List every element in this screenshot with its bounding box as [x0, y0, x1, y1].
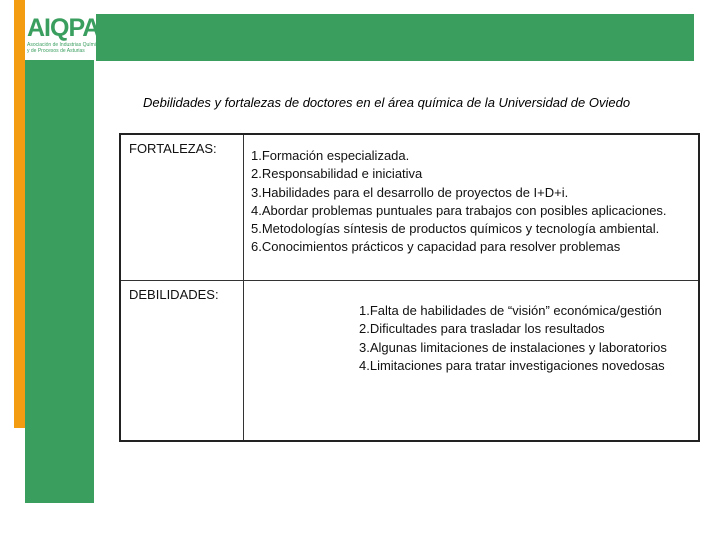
debilidades-label: DEBILIDADES:: [120, 281, 244, 442]
green-side-bar: [25, 60, 94, 503]
logo-text: AIQPA: [27, 14, 100, 42]
swot-table: [119, 133, 700, 442]
logo-subtitle: [27, 42, 104, 54]
orange-accent-bar: [14, 0, 25, 428]
fortalezas-label: FORTALEZAS:: [120, 134, 244, 281]
list-item: 3.Algunas limitaciones de instalaciones y laboratorios: [359, 339, 667, 355]
fortalezas-list: [244, 135, 698, 257]
logo-subtitle-line2: y de Procesos de Asturias: [27, 48, 85, 54]
list-item: 6.Conocimientos prácticos y capacidad para resolver problemas: [251, 239, 621, 255]
list-item: 2.Dificultades para trasladar los resultados: [359, 321, 605, 337]
aiqpa-logo: [25, 14, 104, 60]
fortalezas-row: [120, 134, 699, 281]
list-item: 3.Habilidades para el desarrollo de proyectos de I+D+i.: [251, 184, 569, 200]
list-item: 4.Limitaciones para tratar investigaciones novedosas: [359, 357, 665, 373]
debilidades-cell: [244, 281, 700, 442]
fortalezas-cell: [244, 134, 700, 281]
list-item: 4.Abordar problemas puntuales para trabajos con posibles aplicaciones.: [251, 202, 667, 218]
green-header-bar: [96, 14, 694, 61]
page-title: Debilidades y fortalezas de doctores en el área química de la Universidad de Oviedo: [143, 95, 631, 110]
list-item: 1.Formación especializada.: [251, 148, 410, 163]
list-item: 2.Responsabilidad e iniciativa: [251, 166, 423, 182]
debilidades-row: [120, 281, 699, 442]
list-item: 1.Falta de habilidades de “visión” económica/gestión: [359, 303, 662, 318]
logo-subtitle-line1: Asociación de Industrias Químicas: [27, 42, 104, 48]
debilidades-list: [244, 281, 698, 375]
list-item: 5.Metodologías síntesis de productos químicos y tecnología ambiental.: [251, 221, 660, 237]
